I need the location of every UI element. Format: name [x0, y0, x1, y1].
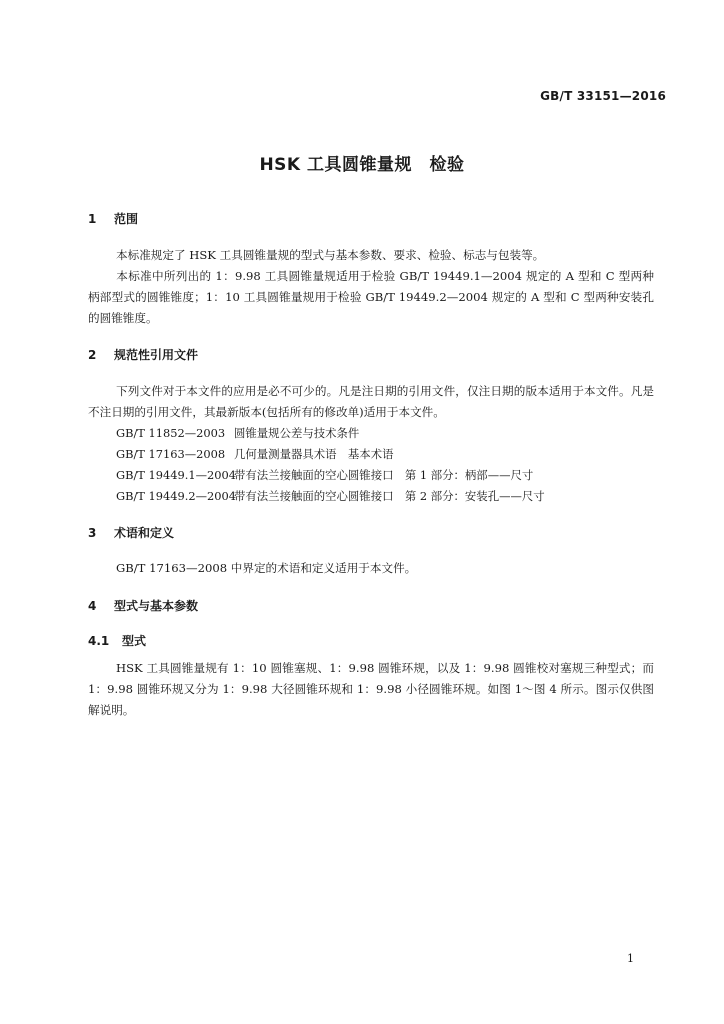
section-number: 3	[88, 526, 97, 540]
reference-code: GB/T 17163—2008	[116, 447, 226, 461]
section-title: 范围	[114, 212, 139, 226]
section-2-paragraph-1	[88, 381, 654, 423]
section-3-heading	[88, 524, 174, 541]
reference-code: GB/T 19449.1—2004	[116, 468, 237, 482]
section-title: 型式与基本参数	[114, 599, 199, 613]
section-number: 2	[88, 348, 97, 362]
section-number: 4.1	[88, 634, 110, 648]
reference-item	[116, 486, 545, 507]
reference-title: 带有法兰接触面的空心圆锥接口 第 2 部分：安装孔——尺寸	[234, 489, 545, 503]
reference-item	[116, 465, 533, 486]
reference-title: 圆锥量规公差与技术条件	[234, 426, 360, 440]
paragraph-text: 本标准中所列出的 1：9.98 工具圆锥量规适用于检验 GB/T 19449.1—2004 规定的 A 型和 C 型两种柄部型式的圆锥锥度；1：10 工具圆锥量规用于检验 GB/T 19449.2—2004 规定的 A 型和 C 型两种安装孔的圆锥锥度。	[88, 269, 654, 325]
section-2-heading	[88, 346, 198, 363]
section-1-paragraph-1	[88, 245, 654, 266]
document-title: HSK 工具圆锥量规 检验	[259, 155, 465, 175]
reference-code: GB/T 19449.2—2004	[116, 489, 237, 503]
section-3-paragraph-1	[88, 558, 654, 579]
reference-title: 几何量测量器具术语 基本术语	[234, 447, 394, 461]
page-number: 1	[627, 952, 634, 965]
reference-title: 带有法兰接触面的空心圆锥接口 第 1 部分：柄部——尺寸	[234, 468, 534, 482]
section-title: 规范性引用文件	[114, 348, 199, 362]
paragraph-text: GB/T 17163—2008 中界定的术语和定义适用于本文件。	[116, 561, 417, 575]
section-1-heading	[88, 210, 138, 227]
reference-item	[116, 444, 393, 465]
section-1-paragraph-2	[88, 266, 654, 329]
subsection-4-1-paragraph-1	[88, 658, 654, 721]
section-4-heading	[88, 597, 198, 614]
standard-code: GB/T 33151—2016	[540, 89, 666, 103]
reference-code: GB/T 11852—2003	[116, 426, 226, 440]
subsection-4-1-heading	[88, 632, 146, 649]
section-number: 1	[88, 212, 97, 226]
section-number: 4	[88, 599, 97, 613]
paragraph-text: 本标准规定了 HSK 工具圆锥量规的型式与基本参数、要求、检验、标志与包装等。	[116, 248, 545, 262]
reference-item	[116, 423, 359, 444]
section-title: 型式	[122, 634, 147, 648]
section-title: 术语和定义	[114, 526, 175, 540]
paragraph-text: 下列文件对于本文件的应用是必不可少的。凡是注日期的引用文件，仅注日期的版本适用于本文件。凡是不注日期的引用文件，其最新版本(包括所有的修改单)适用于本文件。	[88, 384, 654, 419]
paragraph-text: HSK 工具圆锥量规有 1：10 圆锥塞规、1：9.98 圆锥环规，以及 1：9.98 圆锥校对塞规三种型式；而 1：9.98 圆锥环规又分为 1：9.98 大径圆锥环规和 1：9.98 小径圆锥环规。如图 1～图 4 所示。图示仅供图解说明。	[88, 661, 654, 717]
